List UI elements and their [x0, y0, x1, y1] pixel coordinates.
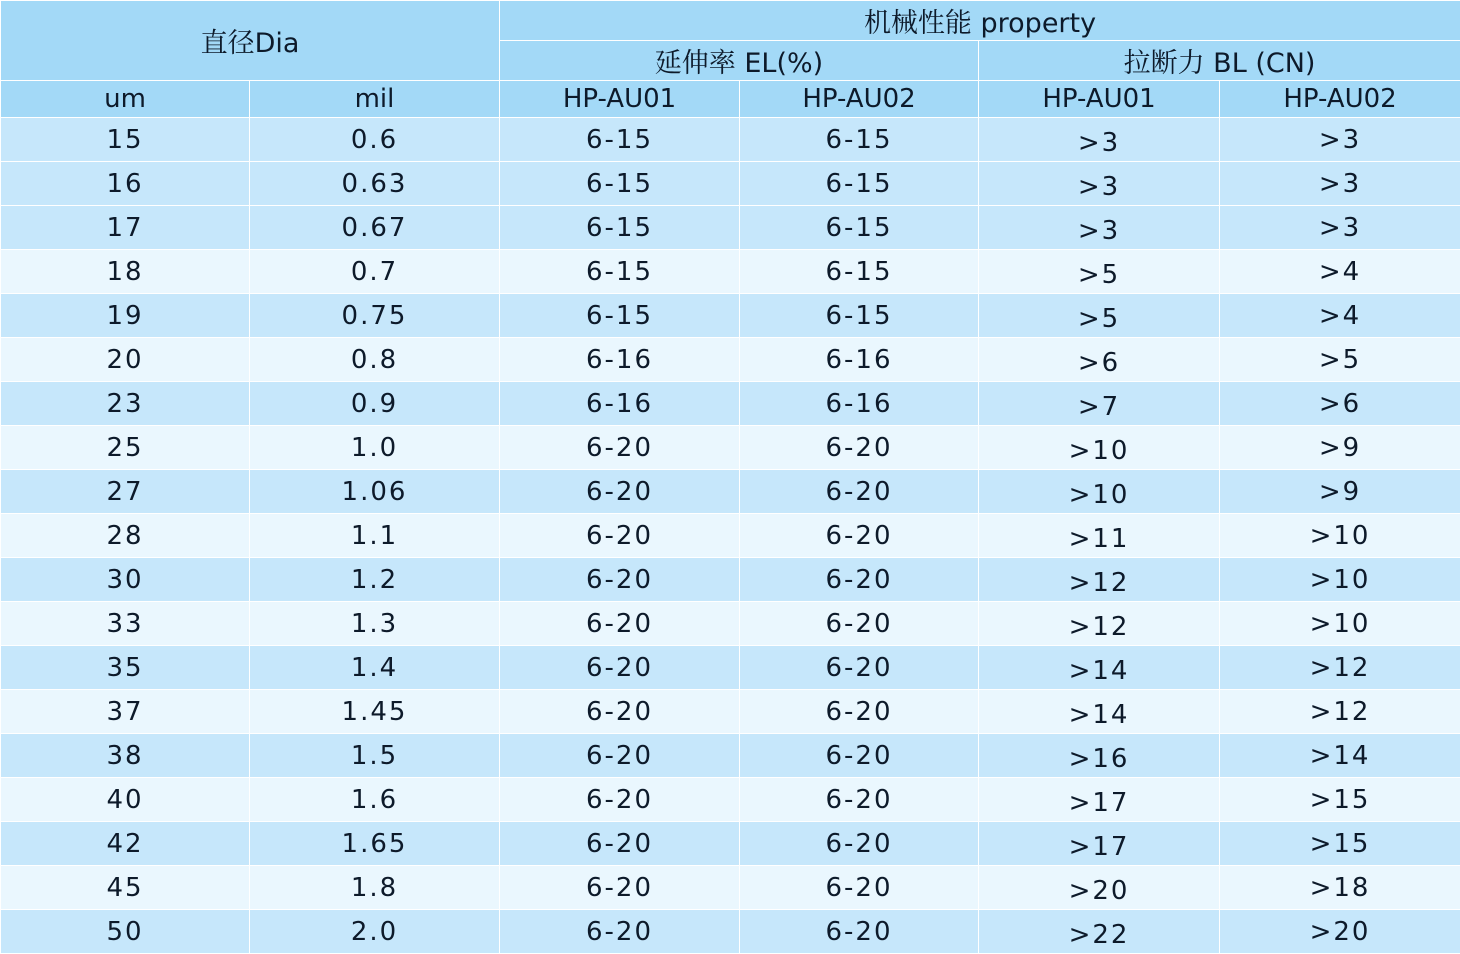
cell-el-hp-au01: 6-15	[500, 118, 740, 162]
cell-bl-hp-au02: >6	[1220, 382, 1460, 426]
cell-um: 17	[1, 206, 250, 250]
cell-mil: 1.45	[250, 690, 500, 734]
table-row	[1, 250, 1460, 294]
cell-mil: 2.0	[250, 910, 500, 954]
cell-el-hp-au02: 6-16	[740, 338, 979, 382]
cell-mil: 0.7	[250, 250, 500, 294]
cell-el-hp-au01: 6-15	[500, 206, 740, 250]
table-row	[1, 118, 1460, 162]
header-mechanical-property: 机械性能 property	[500, 1, 1460, 41]
cell-el-hp-au02: 6-15	[740, 206, 979, 250]
table-row	[1, 734, 1460, 778]
cell-um: 20	[1, 338, 250, 382]
cell-bl-hp-au02: >20	[1220, 910, 1460, 954]
cell-mil: 1.3	[250, 602, 500, 646]
cell-bl-hp-au02: >10	[1220, 558, 1460, 602]
table-row	[1, 294, 1460, 338]
cell-um: 18	[1, 250, 250, 294]
table-row	[1, 602, 1460, 646]
cell-bl-hp-au01: >10	[979, 426, 1220, 470]
cell-el-hp-au01: 6-20	[500, 470, 740, 514]
table-row	[1, 558, 1460, 602]
cell-mil: 1.6	[250, 778, 500, 822]
table-row	[1, 910, 1460, 954]
cell-bl-hp-au01: >3	[979, 206, 1220, 250]
cell-el-hp-au01: 6-20	[500, 646, 740, 690]
cell-el-hp-au02: 6-15	[740, 294, 979, 338]
cell-bl-hp-au01: >12	[979, 558, 1220, 602]
table-row	[1, 382, 1460, 426]
cell-el-hp-au01: 6-15	[500, 294, 740, 338]
cell-el-hp-au02: 6-20	[740, 646, 979, 690]
cell-el-hp-au01: 6-20	[500, 690, 740, 734]
table-row	[1, 514, 1460, 558]
cell-mil: 0.75	[250, 294, 500, 338]
cell-el-hp-au01: 6-20	[500, 778, 740, 822]
table-row	[1, 162, 1460, 206]
cell-el-hp-au02: 6-20	[740, 514, 979, 558]
cell-um: 38	[1, 734, 250, 778]
cell-bl-hp-au02: >12	[1220, 646, 1460, 690]
cell-bl-hp-au01: >3	[979, 118, 1220, 162]
cell-um: 30	[1, 558, 250, 602]
cell-bl-hp-au02: >3	[1220, 206, 1460, 250]
cell-el-hp-au01: 6-20	[500, 514, 740, 558]
cell-bl-hp-au02: >10	[1220, 514, 1460, 558]
cell-el-hp-au02: 6-20	[740, 822, 979, 866]
cell-bl-hp-au02: >3	[1220, 118, 1460, 162]
cell-um: 50	[1, 910, 250, 954]
cell-bl-hp-au02: >14	[1220, 734, 1460, 778]
cell-el-hp-au01: 6-16	[500, 338, 740, 382]
cell-el-hp-au02: 6-20	[740, 734, 979, 778]
header-diameter: 直径Dia	[1, 1, 500, 81]
cell-el-hp-au02: 6-20	[740, 602, 979, 646]
cell-mil: 0.8	[250, 338, 500, 382]
cell-bl-hp-au01: >6	[979, 338, 1220, 382]
cell-bl-hp-au02: >18	[1220, 866, 1460, 910]
cell-mil: 0.6	[250, 118, 500, 162]
header-mil: mil	[250, 81, 500, 118]
cell-el-hp-au01: 6-20	[500, 822, 740, 866]
cell-el-hp-au02: 6-20	[740, 778, 979, 822]
cell-um: 40	[1, 778, 250, 822]
cell-el-hp-au01: 6-20	[500, 558, 740, 602]
cell-bl-hp-au02: >15	[1220, 778, 1460, 822]
cell-mil: 1.65	[250, 822, 500, 866]
cell-bl-hp-au01: >3	[979, 162, 1220, 206]
cell-bl-hp-au01: >17	[979, 822, 1220, 866]
header-breaking-load: 拉断力 BL (CN)	[979, 41, 1460, 81]
header-elongation: 延伸率 EL(%)	[500, 41, 979, 81]
cell-el-hp-au02: 6-15	[740, 162, 979, 206]
cell-el-hp-au01: 6-15	[500, 162, 740, 206]
cell-um: 25	[1, 426, 250, 470]
cell-el-hp-au02: 6-20	[740, 866, 979, 910]
cell-el-hp-au01: 6-16	[500, 382, 740, 426]
header-um: um	[1, 81, 250, 118]
cell-bl-hp-au01: >5	[979, 294, 1220, 338]
table-row	[1, 426, 1460, 470]
cell-el-hp-au02: 6-16	[740, 382, 979, 426]
header-el-hp-au02: HP-AU02	[740, 81, 979, 118]
cell-bl-hp-au02: >12	[1220, 690, 1460, 734]
cell-um: 37	[1, 690, 250, 734]
cell-bl-hp-au02: >10	[1220, 602, 1460, 646]
cell-um: 28	[1, 514, 250, 558]
cell-el-hp-au02: 6-20	[740, 426, 979, 470]
cell-el-hp-au01: 6-20	[500, 910, 740, 954]
cell-bl-hp-au01: >14	[979, 646, 1220, 690]
cell-bl-hp-au02: >15	[1220, 822, 1460, 866]
cell-mil: 0.9	[250, 382, 500, 426]
header-bl-hp-au01: HP-AU01	[979, 81, 1220, 118]
cell-um: 35	[1, 646, 250, 690]
table-row	[1, 206, 1460, 250]
cell-bl-hp-au02: >4	[1220, 250, 1460, 294]
cell-el-hp-au01: 6-20	[500, 602, 740, 646]
cell-el-hp-au01: 6-15	[500, 250, 740, 294]
cell-el-hp-au02: 6-20	[740, 558, 979, 602]
table-row	[1, 778, 1460, 822]
cell-um: 42	[1, 822, 250, 866]
cell-bl-hp-au01: >11	[979, 514, 1220, 558]
cell-bl-hp-au01: >12	[979, 602, 1220, 646]
cell-um: 16	[1, 162, 250, 206]
cell-bl-hp-au01: >5	[979, 250, 1220, 294]
cell-mil: 1.5	[250, 734, 500, 778]
cell-el-hp-au02: 6-15	[740, 250, 979, 294]
cell-mil: 0.67	[250, 206, 500, 250]
cell-mil: 1.1	[250, 514, 500, 558]
header-bl-hp-au02: HP-AU02	[1220, 81, 1460, 118]
table-row	[1, 646, 1460, 690]
table-row	[1, 866, 1460, 910]
table-row	[1, 690, 1460, 734]
cell-bl-hp-au02: >9	[1220, 426, 1460, 470]
cell-el-hp-au01: 6-20	[500, 734, 740, 778]
cell-um: 27	[1, 470, 250, 514]
cell-bl-hp-au02: >3	[1220, 162, 1460, 206]
table-header	[1, 1, 1460, 118]
cell-mil: 1.8	[250, 866, 500, 910]
cell-bl-hp-au01: >17	[979, 778, 1220, 822]
cell-bl-hp-au01: >10	[979, 470, 1220, 514]
cell-bl-hp-au02: >4	[1220, 294, 1460, 338]
cell-el-hp-au01: 6-20	[500, 866, 740, 910]
cell-mil: 1.4	[250, 646, 500, 690]
header-el-hp-au01: HP-AU01	[500, 81, 740, 118]
cell-bl-hp-au02: >9	[1220, 470, 1460, 514]
cell-bl-hp-au01: >14	[979, 690, 1220, 734]
cell-bl-hp-au01: >7	[979, 382, 1220, 426]
table-row	[1, 822, 1460, 866]
table-body	[1, 118, 1460, 954]
cell-bl-hp-au02: >5	[1220, 338, 1460, 382]
cell-bl-hp-au01: >22	[979, 910, 1220, 954]
cell-um: 33	[1, 602, 250, 646]
cell-el-hp-au02: 6-15	[740, 118, 979, 162]
cell-um: 15	[1, 118, 250, 162]
cell-um: 45	[1, 866, 250, 910]
cell-mil: 1.0	[250, 426, 500, 470]
cell-um: 23	[1, 382, 250, 426]
cell-el-hp-au02: 6-20	[740, 470, 979, 514]
cell-el-hp-au01: 6-20	[500, 426, 740, 470]
cell-el-hp-au02: 6-20	[740, 690, 979, 734]
cell-mil: 1.2	[250, 558, 500, 602]
cell-mil: 1.06	[250, 470, 500, 514]
cell-bl-hp-au01: >20	[979, 866, 1220, 910]
table-row	[1, 470, 1460, 514]
cell-el-hp-au02: 6-20	[740, 910, 979, 954]
cell-bl-hp-au01: >16	[979, 734, 1220, 778]
cell-mil: 0.63	[250, 162, 500, 206]
table-row	[1, 338, 1460, 382]
cell-um: 19	[1, 294, 250, 338]
